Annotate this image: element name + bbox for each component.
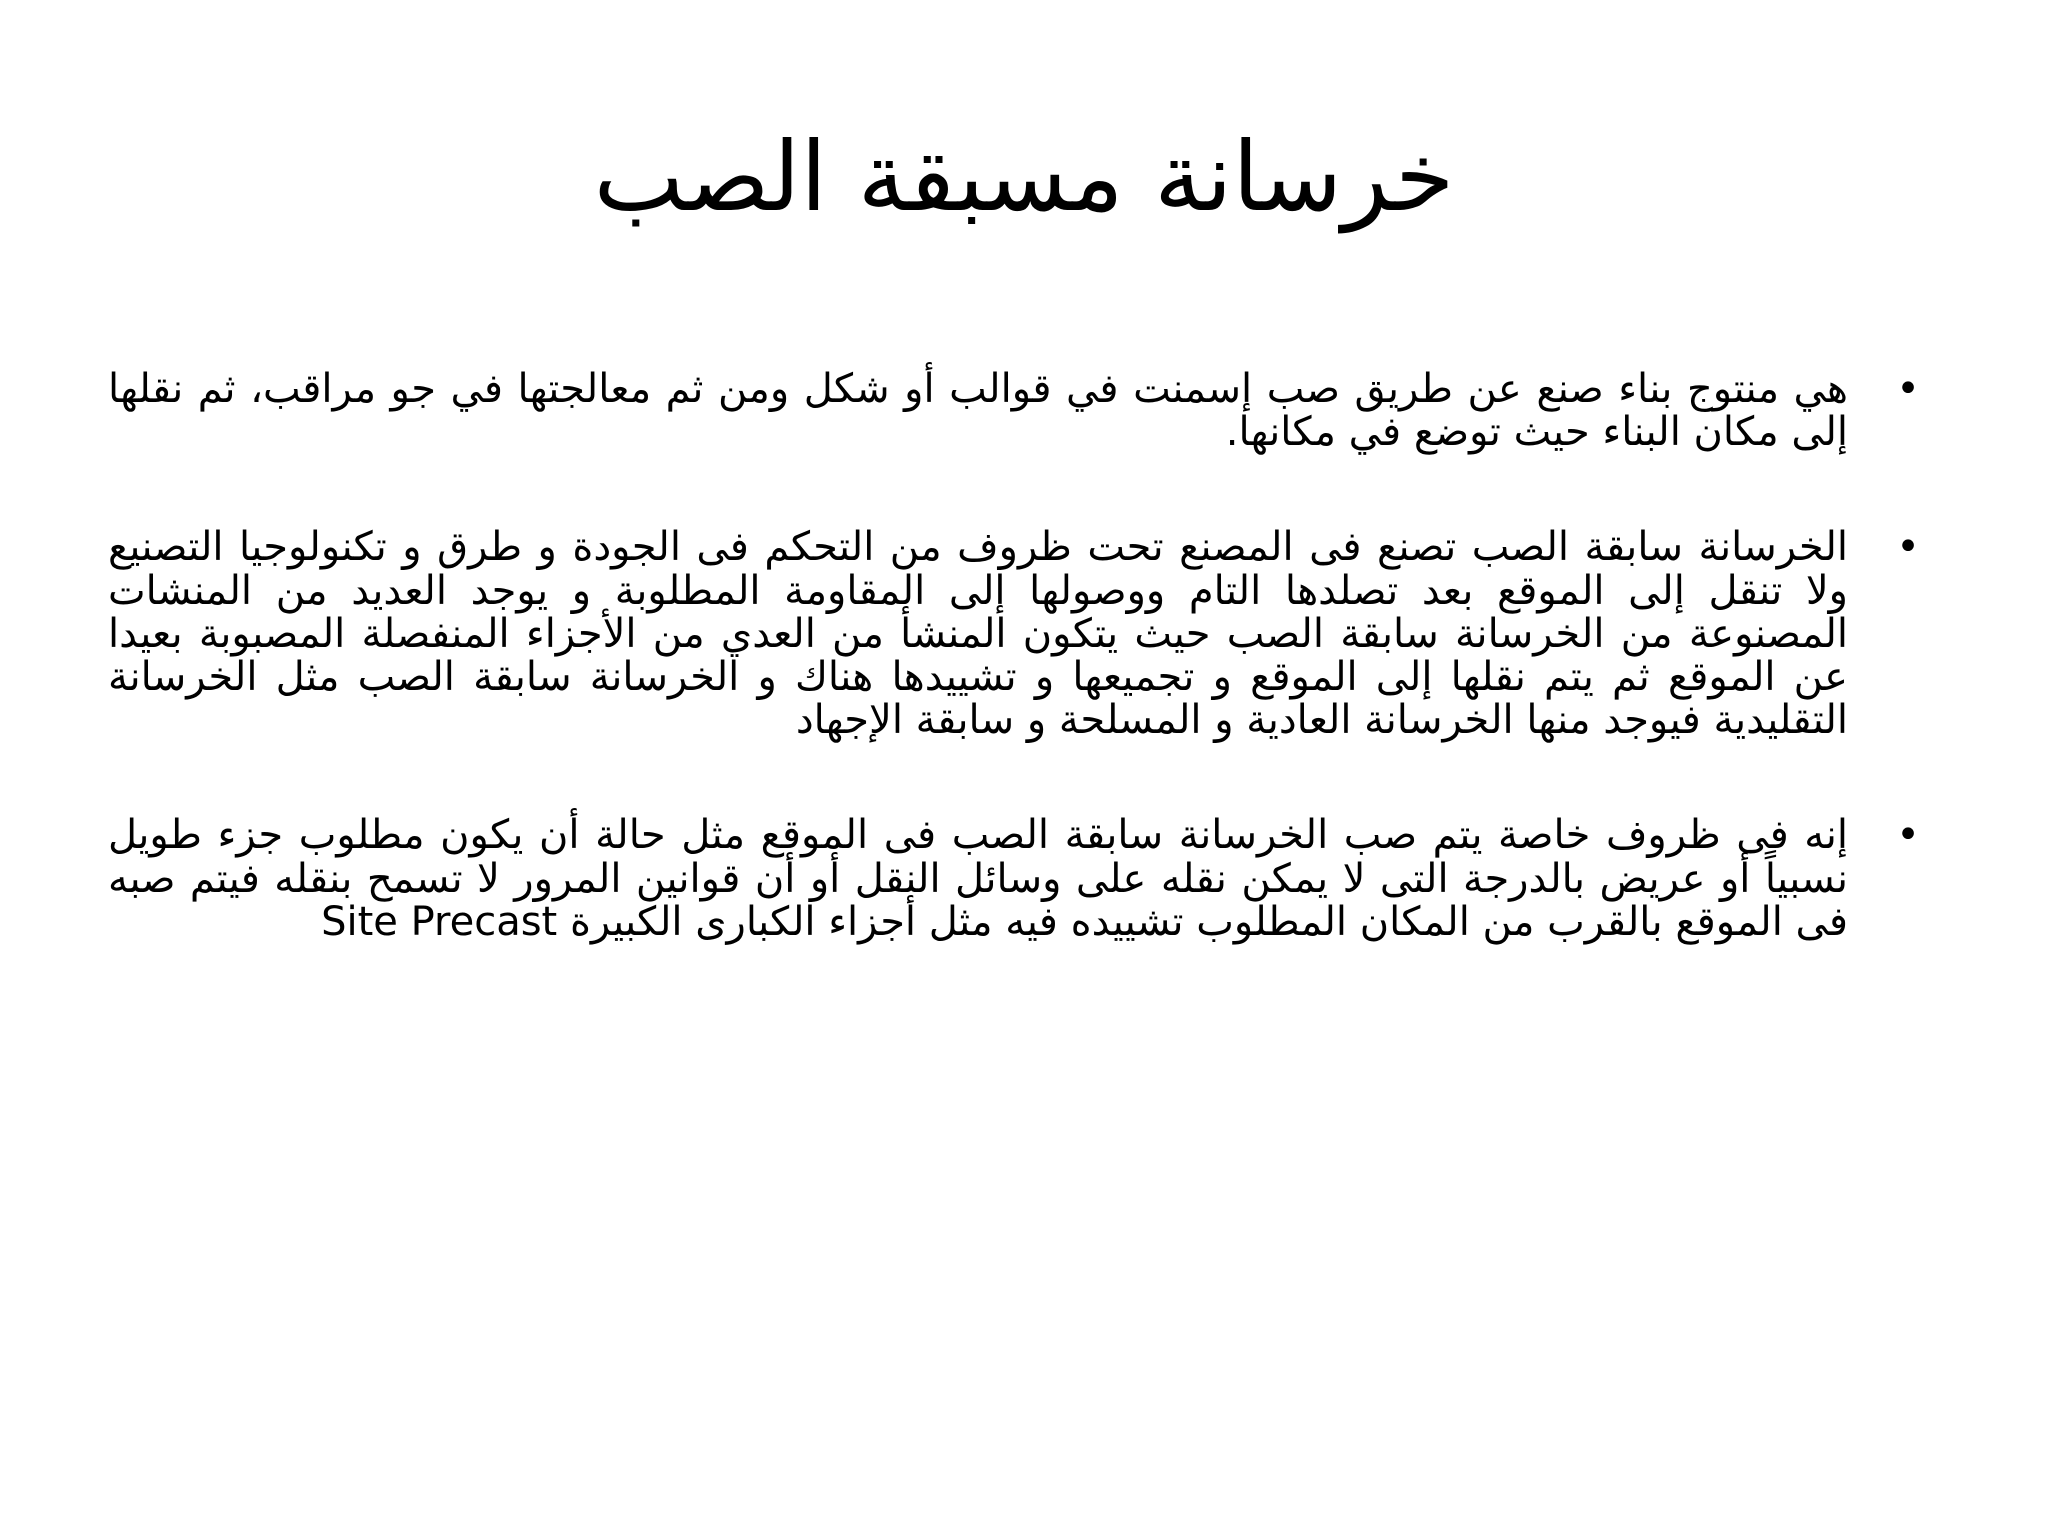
bullet-dot-icon: •: [1896, 812, 1920, 859]
bullet-text: هي منتوج بناء صنع عن طريق صب إسمنت في قوالب أو شكل ومن ثم معالجتها في جو مراقب، ثم نقلها إلى مكان البناء حيث توضع في مكانها.: [108, 366, 1848, 456]
bullet-dot-icon: •: [1896, 524, 1920, 571]
bullet-text: إنه فى ظروف خاصة يتم صب الخرسانة سابقة الصب فى الموقع مثل حالة أن يكون مطلوب جزء طويل نسبياً أو عريض بالدرجة التى لا يمكن نقله على وسائل النقل أو أن قوانين المرور لا تسمح بنقله فيتم صبه فى الموقع بالقرب من المكان المطلوب تشييده فيه مثل أجزاء الكبارى الكبيرة: [108, 812, 1848, 945]
slide-title: خرسانة مسبقة الصب: [593, 121, 1455, 233]
bullet-item: [108, 526, 1938, 742]
bullet-list: [108, 368, 1938, 1016]
bullet-dot-icon: •: [1896, 366, 1920, 412]
bullet-text-container: [108, 814, 1848, 944]
bullet-item: [108, 814, 1938, 944]
latin-term: Site Precast: [321, 898, 558, 945]
bullet-item: [108, 368, 1938, 454]
bullet-text: الخرسانة سابقة الصب تصنع فى المصنع تحت ظروف من التحكم فى الجودة و طرق و تكنولوجيا التصنيع ولا تنقل إلى الموقع بعد تصلدها التام ووصولها إلى المقاومة المطلوبة و يوجد العديد من المنشات المصنوعة من الخرسانة سابقة الصب حيث يتكون المنشأ من العدي من الأجزاء المنفصلة المصبوبة بعيدا عن الموقع ثم يتم نقلها إلى الموقع و تجميعها و تشييدها هناك و الخرسانة سابقة الصب مثل الخرسانة التقليدية فيوجد منها الخرسانة العادية و المسلحة و سابقة الإجهاد: [108, 524, 1848, 744]
